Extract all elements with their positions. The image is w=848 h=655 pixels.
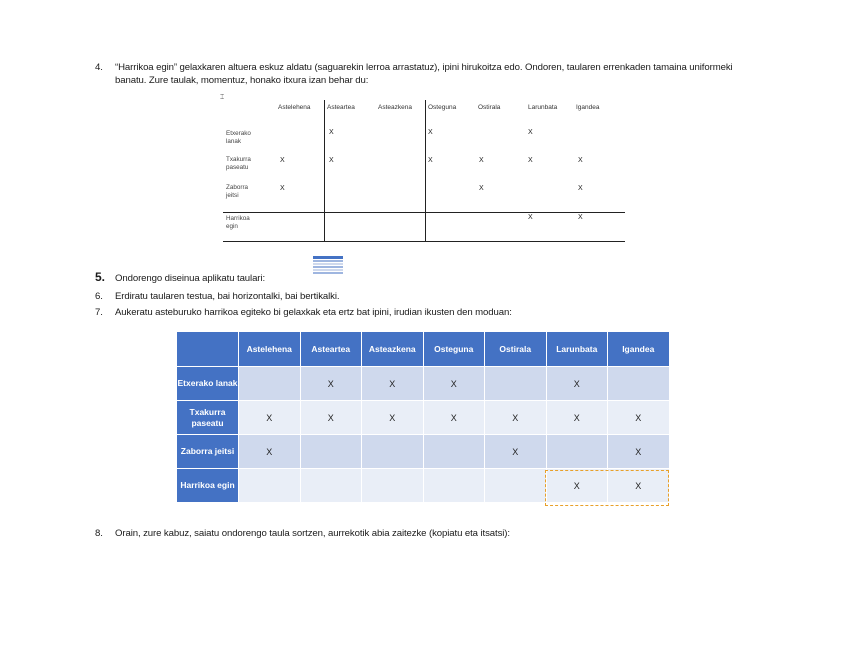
table-cell: X xyxy=(485,401,547,435)
plain-cell-mark: X xyxy=(280,157,285,164)
table-cell xyxy=(485,469,547,503)
step-text: Orain, zure kabuz, saiatu ondorengo taula sortzen, aurrekotik abia zaitezke (kopiatu eta itsatsi): xyxy=(115,528,510,539)
table-border xyxy=(324,100,325,242)
table-cell xyxy=(239,367,301,401)
plain-header-cell: Astelehena xyxy=(278,104,311,111)
table-cell: X xyxy=(608,401,670,435)
plain-header-cell: Ostirala xyxy=(478,104,501,111)
table-row xyxy=(177,469,670,503)
table-cell xyxy=(362,469,424,503)
plain-cell-mark: X xyxy=(329,157,334,164)
table-cell: X xyxy=(300,401,362,435)
plain-cell-mark: X xyxy=(479,157,484,164)
table-row xyxy=(177,367,670,401)
plain-cell-mark: X xyxy=(528,214,533,221)
step-number: 7. xyxy=(95,307,103,318)
plain-cell-mark: X xyxy=(428,157,433,164)
table-cell xyxy=(546,435,608,469)
plain-table-preview xyxy=(220,94,625,242)
table-cell xyxy=(239,469,301,503)
row-header-cell: Txakurra paseatu xyxy=(177,401,239,435)
table-cell xyxy=(423,469,485,503)
table-cell: X xyxy=(608,435,670,469)
day-header-cell: Osteguna xyxy=(423,332,485,367)
plain-header-cell: Asteartea xyxy=(327,104,355,111)
table-cell: X xyxy=(300,367,362,401)
step-number: 5. xyxy=(95,270,105,284)
plain-row-header: Txakurra paseatu xyxy=(226,156,251,171)
day-header-cell: Astelehena xyxy=(239,332,301,367)
table-row xyxy=(177,401,670,435)
row-header-cell: Etxerako lanak xyxy=(177,367,239,401)
text-cursor-icon: ⌶ xyxy=(220,94,225,101)
table-cell: X xyxy=(239,435,301,469)
plain-header-cell: Osteguna xyxy=(428,104,457,111)
day-header-cell: Asteartea xyxy=(300,332,362,367)
table-cell xyxy=(362,435,424,469)
plain-cell-mark: X xyxy=(280,185,285,192)
plain-row-header: Zaborra jeitsi xyxy=(226,184,249,199)
plain-cell-mark: X xyxy=(528,157,533,164)
table-cell: X xyxy=(239,401,301,435)
plain-cell-mark: X xyxy=(578,185,583,192)
corner-cell xyxy=(177,332,239,367)
day-header-cell: Ostirala xyxy=(485,332,547,367)
plain-cell-mark: X xyxy=(329,129,334,136)
plain-row-header: Etxerako lanak xyxy=(226,130,251,145)
table-cell xyxy=(485,367,547,401)
plain-cell-mark: X xyxy=(578,214,583,221)
table-cell: X xyxy=(546,401,608,435)
table-cell xyxy=(300,435,362,469)
table-cell: X xyxy=(362,401,424,435)
table-border xyxy=(223,212,625,213)
plain-header-cell: Larunbata xyxy=(528,104,558,111)
row-header-cell: Zaborra jeitsi xyxy=(177,435,239,469)
step-text: “Harrikoa egin” gelaxkaren altuera eskuz aldatu (saguarekin lerroa arrastatuz), ipini hirukoitza edo. Ondoren, taularen errenkaden tamaina uniformeki banatu. Zure taulak, momentuz, honako itxura izan behar du: xyxy=(115,62,733,86)
table-cell: X xyxy=(608,469,670,503)
plain-row-header: Harrikoa egin xyxy=(226,215,250,230)
table-cell: X xyxy=(546,367,608,401)
day-header-cell: Larunbata xyxy=(546,332,608,367)
table-cell xyxy=(300,469,362,503)
step-number: 4. xyxy=(95,62,103,73)
day-header-cell: Igandea xyxy=(608,332,670,367)
step-text: Ondorengo diseinua aplikatu taulari: xyxy=(115,273,266,284)
plain-cell-mark: X xyxy=(479,185,484,192)
plain-cell-mark: X xyxy=(528,129,533,136)
step-text: Erdiratu taularen testua, bai horizontalki, bai bertikalki. xyxy=(115,291,340,302)
table-cell: X xyxy=(423,401,485,435)
step-text: Aukeratu asteburuko harrikoa egiteko bi gelaxkak eta ertz bat ipini, irudian ikusten den moduan: xyxy=(115,307,512,318)
table-cell xyxy=(423,435,485,469)
row-header-cell: Harrikoa egin xyxy=(177,469,239,503)
table-cell: X xyxy=(423,367,485,401)
table-cell: X xyxy=(546,469,608,503)
table-cell: X xyxy=(485,435,547,469)
table-row xyxy=(177,435,670,469)
table-cell: X xyxy=(362,367,424,401)
styled-table xyxy=(176,331,670,503)
step-number: 8. xyxy=(95,528,103,539)
day-header-cell: Asteazkena xyxy=(362,332,424,367)
table-style-gallery-icon xyxy=(313,256,343,276)
plain-header-cell: Igandea xyxy=(576,104,600,111)
table-cell xyxy=(608,367,670,401)
plain-cell-mark: X xyxy=(578,157,583,164)
header-row xyxy=(177,332,670,367)
plain-header-cell: Asteazkena xyxy=(378,104,412,111)
plain-cell-mark: X xyxy=(428,129,433,136)
step-number: 6. xyxy=(95,291,103,302)
table-border xyxy=(223,241,625,242)
table-border xyxy=(425,100,426,242)
